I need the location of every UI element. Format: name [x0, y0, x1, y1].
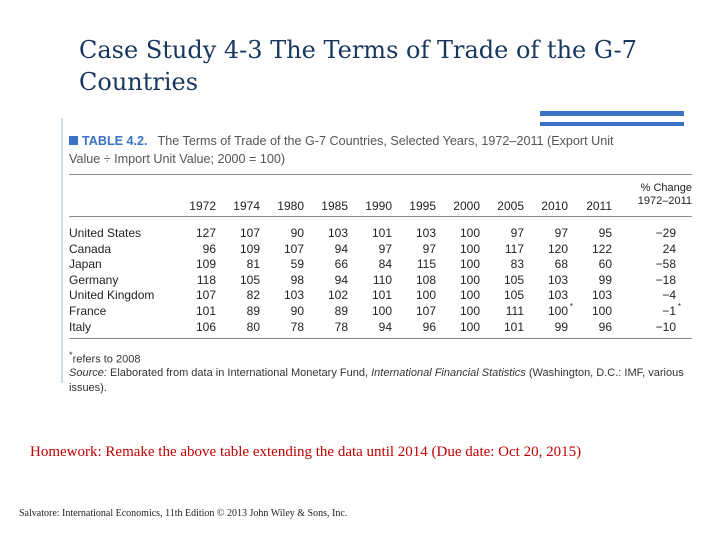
year-header: 2011 [586, 199, 612, 213]
footnote-marker: * [569, 302, 573, 311]
table-cell: 97 [510, 226, 524, 240]
table-cell: 100 [459, 304, 480, 318]
footnote-marker: * [677, 302, 681, 311]
table-cell: 115 [416, 257, 436, 272]
table-cell: 118 [196, 272, 216, 287]
table-cell: 59 [290, 257, 304, 272]
change-cell: −10 [655, 319, 676, 334]
country-name: Germany [69, 272, 119, 287]
decorative-bar-top [540, 111, 684, 116]
table-cell: 103 [547, 288, 568, 303]
table-caption-line1: The Terms of Trade of the G-7 Countries, Selected Years, 1972–2011 (Export Unit [157, 134, 614, 148]
table-cell: 100 [459, 288, 480, 303]
source-publication: International Financial Statistics [371, 367, 526, 379]
table-cell: 97 [378, 241, 392, 256]
table-cell: 89 [334, 304, 348, 318]
table-cell: 107 [239, 226, 260, 240]
change-column-header [630, 182, 692, 208]
homework-note: Homework: Remake the above table extending the data until 2014 (Due date: Oct 20, 2015) [30, 444, 582, 460]
country-name: France [69, 304, 107, 318]
year-header: 2005 [497, 199, 524, 213]
table-cell: 110 [372, 272, 392, 287]
year-header: 2010 [541, 199, 568, 213]
year-header: 1972 [189, 199, 216, 213]
table-cell: 99 [554, 319, 568, 334]
table-top-rule [69, 174, 692, 175]
country-name: United Kingdom [69, 288, 155, 303]
change-cell: −4 [662, 288, 676, 303]
table-caption [69, 132, 699, 168]
source-label: Source: [69, 367, 107, 379]
table-cell: 100 [459, 257, 480, 272]
country-name: Italy [69, 319, 92, 334]
table-number: TABLE 4.2. [82, 134, 148, 148]
table-cell: 109 [195, 257, 216, 272]
table-cell: 83 [510, 257, 524, 272]
table-cell: 100 [591, 304, 612, 318]
year-header: 1990 [365, 199, 392, 213]
table-cell: 101 [503, 319, 524, 334]
table-cell: 78 [290, 319, 304, 334]
table-cell: 120 [547, 241, 568, 256]
table-cell: 103 [283, 288, 304, 303]
table-cell: 78 [334, 319, 348, 334]
change-header-line1: % Change [640, 182, 692, 194]
footnote [69, 350, 140, 366]
change-cell: −29 [655, 226, 676, 240]
table-caption-line2: Value ÷ Import Unit Value; 2000 = 100) [69, 152, 286, 166]
table-cell: 111 [505, 304, 524, 318]
year-header: 1995 [409, 199, 436, 213]
table-cell: 103 [415, 226, 436, 240]
table-cell: 90 [290, 304, 304, 318]
change-cell: −58 [655, 257, 676, 272]
footnote-marker: * [69, 350, 73, 360]
table-cell: 103 [591, 288, 612, 303]
table-cell: 106 [195, 319, 216, 334]
change-cell: −18 [655, 272, 676, 287]
table-cell: 102 [327, 288, 348, 303]
table-cell: 99 [598, 272, 612, 287]
table-cell: 84 [378, 257, 392, 272]
country-name: Japan [69, 257, 102, 272]
slide-credit: Salvatore: International Economics, 11th Edition © 2013 John Wiley & Sons, Inc. [19, 508, 348, 519]
table-cell: 81 [246, 257, 260, 272]
table-cell: 101 [195, 304, 216, 318]
table-cell: 95 [598, 226, 612, 240]
table-cell: 105 [503, 288, 524, 303]
table-cell: 96 [598, 319, 612, 334]
table-cell: 98 [290, 272, 304, 287]
table-cell: 68 [554, 257, 568, 272]
table-cell: 60 [598, 257, 612, 272]
table-cell: 89 [246, 304, 260, 318]
source-note [69, 366, 695, 396]
header-rule [69, 216, 692, 217]
table-cell: 107 [195, 288, 216, 303]
table-cell: 107 [415, 304, 436, 318]
table-cell: 94 [334, 241, 348, 256]
table-cell: 100 [459, 226, 480, 240]
year-header: 2000 [453, 199, 480, 213]
table-cell: 97 [422, 241, 436, 256]
table-cell: 100 [371, 304, 392, 318]
table-left-edge [61, 118, 63, 383]
table-cell: 100 [459, 272, 480, 287]
table-cell: 96 [202, 241, 216, 256]
table-cell: 80 [246, 319, 260, 334]
year-header: 1980 [277, 199, 304, 213]
year-header: 1974 [233, 199, 260, 213]
table-cell: 94 [334, 272, 348, 287]
decorative-bar-bottom [540, 122, 684, 126]
year-header: 1985 [321, 199, 348, 213]
table-cell: 127 [195, 226, 216, 240]
table-cell: 100 [459, 241, 480, 256]
table-cell: 103 [547, 272, 568, 287]
table-cell: 100 [415, 288, 436, 303]
table-cell: 100 [459, 319, 480, 334]
table-cell: 108 [415, 272, 436, 287]
footnote-text: refers to 2008 [72, 353, 141, 366]
change-cell: 24 [662, 241, 676, 256]
table-cell: 90 [290, 226, 304, 240]
square-bullet-icon [69, 136, 78, 145]
table-cell: 101 [371, 226, 392, 240]
table-cell: 105 [239, 272, 260, 287]
country-name: United States [69, 226, 142, 240]
table-bottom-rule [69, 338, 692, 339]
table-cell: 66 [334, 257, 348, 272]
table-cell: 105 [503, 272, 524, 287]
change-header-line2: 1972–2011 [637, 195, 692, 207]
table-cell: 100 * [547, 302, 573, 318]
table-cell: 94 [378, 319, 392, 334]
table-cell: 107 [283, 241, 304, 256]
table-cell: 122 [591, 241, 612, 256]
table-cell: 82 [246, 288, 260, 303]
table-cell: 96 [422, 319, 436, 334]
source-text-b: (Washington, D.C.: IMF, various issues). [69, 367, 684, 394]
slide-title: Case Study 4-3 The Terms of Trade of the G-7 Countries [79, 36, 637, 96]
country-name: Canada [69, 241, 112, 256]
table-cell: 117 [504, 241, 524, 256]
source-text-a: Elaborated from data in International Monetary Fund, [109, 367, 369, 379]
table-cell: 109 [239, 241, 260, 256]
table-cell: 97 [554, 226, 568, 240]
table-cell: 103 [327, 226, 348, 240]
change-cell: −1 * [662, 302, 681, 318]
table-cell: 101 [371, 288, 392, 303]
